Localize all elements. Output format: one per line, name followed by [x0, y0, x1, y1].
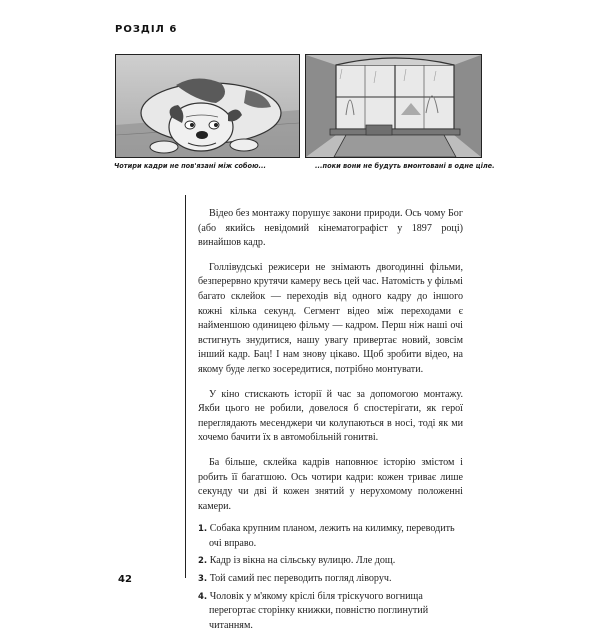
list-item: [198, 554, 463, 569]
list-number: 4.: [198, 591, 208, 602]
shot-list: [198, 522, 463, 633]
caption-window: ...поки вони не будуть вмонтовані в одне ціле.: [315, 162, 495, 170]
list-number: 3.: [198, 574, 208, 585]
illustration-dog: [115, 54, 300, 158]
list-item: [198, 572, 463, 587]
paragraph: Ба більше, склейка кадрів наповнює історію змістом і робить її багатшою. Ось чотири кадри: кожен триває лише секунду чи дві й кожен знятий у нерухомому положенні камери.: [198, 456, 463, 512]
illustration-window: [305, 54, 482, 158]
paragraph: Відео без монтажу порушує закони природи. Ось чому Бог (або якийсь невідомий кінематографіст у 1897 році) винайшов кадр.: [198, 208, 463, 249]
caption-dog: Чотири кадри не пов'язані між собою...: [113, 162, 266, 170]
list-text: Чоловік у м'якому кріслі біля тріскучого вогнища перегортає сторінку книжки, повністю поглинутий читанням.: [209, 590, 429, 631]
paragraph: Голлівудські режисери не знімають двогодинні фільми, безперервно крутячи камеру весь цей час. Натомість у фільмі багато склейок — переходів від одного кадру до іншого кожні кілька секунд. Сегмент відео між переходами є найменшою одиницею фільму — кадром. Перш ніж наші очі встигнуть знудитися, нашу увагу привертає новий, зовсім інший кадр. Бац! І нам знову цікаво. Щоб зробити відео, на якому буде легко зосередитися, потрібно монтувати.: [198, 261, 463, 375]
list-text: Той самий пес переводить погляд ліворуч.: [209, 573, 392, 585]
list-number: 1.: [198, 524, 208, 535]
paragraph: У кіно стискають історії й час за допомогою монтажу. Якби цього не робили, довелося б спостерігати, як герої переглядають месенджери чи колупаються в носі, тоді як ми хочемо бачити їх в автомобільній гонитві.: [198, 388, 463, 444]
list-item: [198, 522, 463, 551]
margin-rule: [185, 195, 186, 578]
list-text: Кадр із вікна на сільську вулицю. Лле дощ.: [209, 555, 396, 567]
list-text: Собака крупним планом, лежить на килимку, переводить очі вправо.: [209, 523, 455, 549]
list-item: [198, 590, 463, 634]
list-number: 2.: [198, 556, 208, 567]
body-text: [198, 207, 463, 636]
chapter-heading: РОЗДІЛ 6: [115, 24, 178, 35]
page-number: 42: [118, 574, 132, 585]
